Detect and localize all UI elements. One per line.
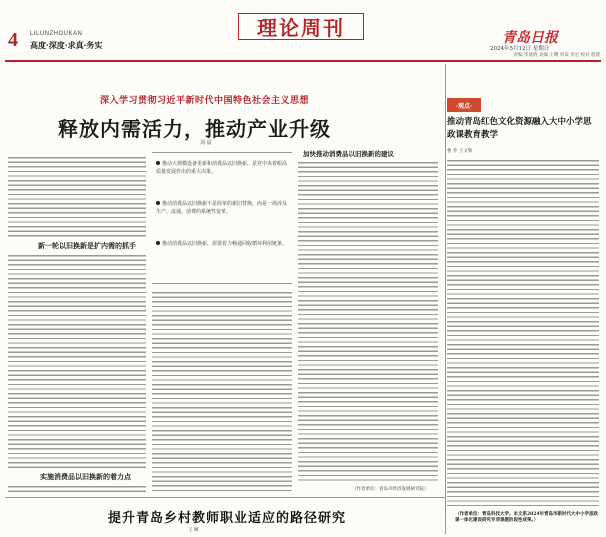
lead-quote-2 xyxy=(156,200,288,216)
section-title: 理论周刊 xyxy=(238,13,364,40)
newspaper-logo: 青岛日报 xyxy=(502,30,558,46)
editor-credits: 责编 李倩倩 美编 王曙 审读 李宏 校对 程建 xyxy=(513,53,600,58)
lead-quote-3 xyxy=(156,240,288,248)
lead-subhead-3: 加快推动消费品以旧换新的建议 xyxy=(303,150,394,158)
lead-kicker: 深入学习贯彻习近平新时代中国特色社会主义思想 xyxy=(100,96,310,106)
bottom-rule xyxy=(5,497,445,498)
lead-column-1-text-c xyxy=(8,484,146,494)
q-rule-1 xyxy=(152,152,292,153)
lead-subhead-1: 新一轮以旧换新是扩内需的抓手 xyxy=(38,241,136,250)
column-divider xyxy=(445,64,446,534)
right-article-text xyxy=(447,158,599,506)
masthead-pinyin: LILUNZHOUKAN xyxy=(30,31,83,37)
bottom-headline: 提升青岛乡村教师职业适应的路径研究 xyxy=(108,511,347,526)
bottom-byline: 王 琳 xyxy=(188,528,199,533)
lead-subhead-2: 实施消费品以旧换新的着力点 xyxy=(40,472,131,481)
lead-column-1-text-b xyxy=(8,253,146,469)
masthead-slogan: 高度·深度·求真·务实 xyxy=(30,40,103,50)
opinion-tag: ·观点· xyxy=(447,98,481,112)
quote-2-text: 推动消费品以旧换新不是简单的新旧替换，而是一场涉及生产、流通、消费的系统性变革。 xyxy=(156,201,288,215)
right-article-credit: （作者单位：青岛科技大学。本文系2024年青岛市新时代大中小学思政课一体化建设研究专项课题阶段性成果。） xyxy=(455,512,599,523)
quote-3-text: 推动消费品以旧换新，需要着力畅通回收循环利用链条。 xyxy=(162,241,288,247)
lead-column-2-text xyxy=(152,290,292,494)
lead-column-1-text xyxy=(8,155,146,237)
bullet-icon xyxy=(156,161,160,165)
right-article-title: 推动青岛红色文化资源融入大中小学思政课教育教学 xyxy=(447,117,592,140)
lead-quote-1 xyxy=(156,160,288,176)
lead-headline: 释放内需活力，推动产业升级 xyxy=(58,117,331,141)
page-number: 4 xyxy=(8,29,18,51)
lead-column-3-text xyxy=(298,160,438,482)
lead-byline: 刘 晨 xyxy=(200,140,212,146)
bullet-icon xyxy=(156,241,160,245)
masthead-rule xyxy=(5,60,601,62)
q-rule-2 xyxy=(152,283,292,284)
right-article-byline: 曹 乔 王文辉 xyxy=(447,149,473,154)
issue-date: 2024年5月12日 星期日 xyxy=(490,46,550,52)
bullet-icon xyxy=(156,201,160,205)
lead-credit: （作者单位：青岛市经济发展研究院） xyxy=(352,487,429,492)
quote-1-text: 推动大规模设备更新和消费品以旧换新，是党中央着眼高质量发展作出的重大决策。 xyxy=(156,161,288,175)
